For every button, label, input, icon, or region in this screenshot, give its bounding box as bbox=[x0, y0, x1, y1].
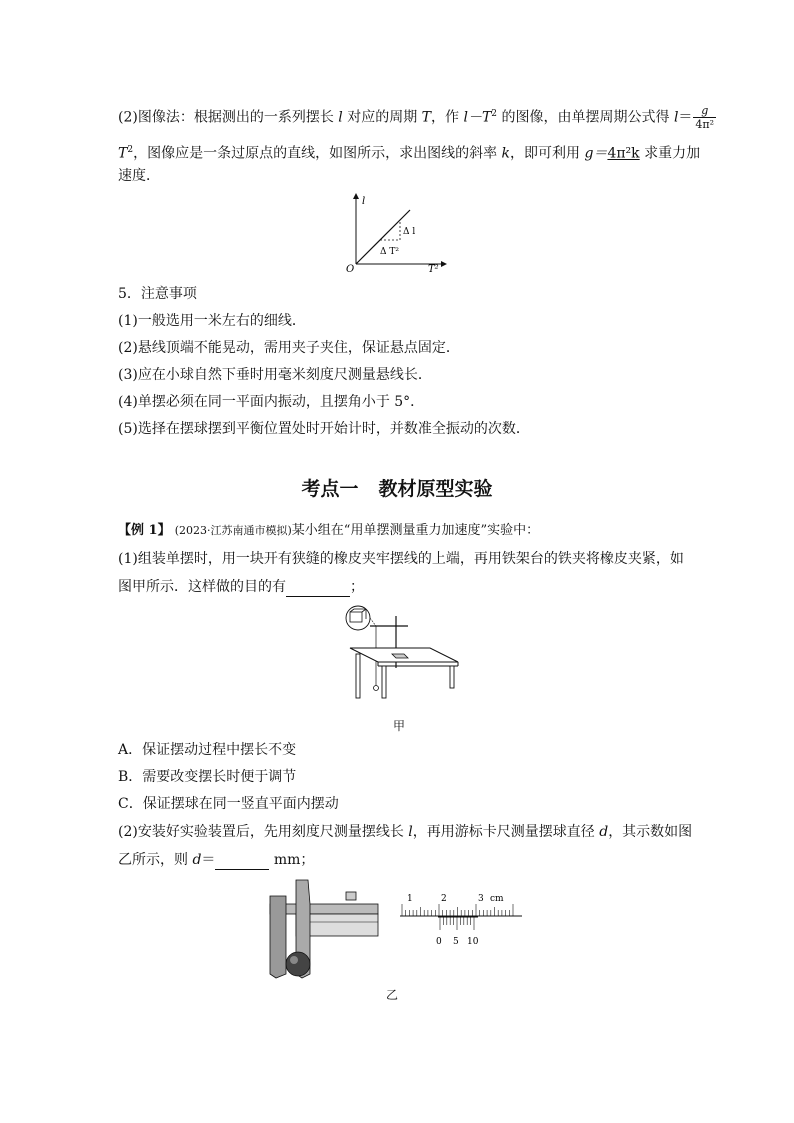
example-intro: 【例 1】 (2023·江苏南通市模拟)某小组在“用单摆测量重力加速度”实验中： bbox=[118, 523, 540, 538]
figure2-caption: 乙 bbox=[386, 988, 399, 1002]
option-a: A．保证摆动过程中摆长不变 bbox=[118, 742, 297, 758]
vernier-ticks bbox=[440, 917, 474, 930]
delta-l-label: Δ l bbox=[403, 227, 416, 237]
vernier-label: 0 bbox=[436, 937, 442, 947]
note-item: (2)悬线顶端不能晃动，需用夹子夹住，保证悬点固定． bbox=[118, 340, 460, 356]
main-scale-ticks bbox=[402, 904, 513, 916]
question1-line2: 图甲所示．这样做的目的有 ； bbox=[118, 579, 364, 595]
option-b: B．需要改变摆长时便于调节 bbox=[118, 769, 297, 785]
method2-line3: 速度． bbox=[118, 168, 160, 184]
notes-heading: 5．注意事项 bbox=[118, 286, 197, 302]
main-scale-label: 3 bbox=[478, 894, 484, 904]
question2-line1: (2)安装好实验装置后，先用刻度尺测量摆线长 l，再用游标卡尺测量摆球直径 d，其示数如图 bbox=[118, 824, 693, 840]
section-title: 考点一 教材原型实验 bbox=[301, 478, 493, 500]
question2-line2: 乙所示，则 d＝ mm； bbox=[118, 852, 315, 868]
l-t2-graph bbox=[340, 192, 452, 276]
figure1-caption: 甲 bbox=[393, 719, 406, 733]
option-c: C．保证摆球在同一竖直平面内摆动 bbox=[118, 796, 339, 812]
note-item: (5)选择在摆球摆到平衡位置处时开始计时，并数准全振动的次数． bbox=[118, 421, 530, 437]
vernier-label: 10 bbox=[467, 937, 479, 947]
delta-t2-label: Δ T² bbox=[380, 247, 399, 257]
method2-line1: (2)图像法：根据测出的一系列摆长 l 对应的周期 T，作 $l-T^2$ 的图像，由单摆周期公式得 l＝ $\frac{g}{\text{4π²}}$ bbox=[118, 104, 715, 132]
note-item: (4)单摆必须在同一平面内振动，且摆角小于 5°． bbox=[118, 394, 425, 410]
main-scale-label: 2 bbox=[441, 894, 447, 904]
main-scale-label: 1 bbox=[407, 894, 413, 904]
main-scale-unit: cm bbox=[490, 894, 504, 904]
x-axis-label: T² bbox=[428, 264, 439, 275]
vernier-caliper-figure bbox=[266, 878, 384, 988]
note-item: (3)应在小球自然下垂时用毫米刻度尺测量悬线长． bbox=[118, 367, 432, 383]
pendulum-apparatus-figure bbox=[330, 604, 460, 704]
question1-line1: (1)组装单摆时，用一块开有狭缝的橡皮夹牢摆线的上端，再用铁架台的铁夹将橡皮夹紧，如 bbox=[118, 551, 684, 567]
example-source: (2023·江苏南通市模拟) bbox=[174, 524, 292, 537]
note-item: (1)一般选用一米左右的细线． bbox=[118, 313, 306, 329]
y-axis-label: l bbox=[362, 196, 366, 207]
vernier-scale-detail bbox=[398, 890, 524, 950]
vernier-label: 5 bbox=[453, 937, 459, 947]
g-over-4pi2-fraction: $\frac{g}{\text{4π²}}$ bbox=[695, 104, 715, 132]
example-tag: 【例 1】 bbox=[118, 523, 171, 538]
answer-blank-2[interactable] bbox=[215, 855, 269, 870]
origin-label: O bbox=[346, 264, 355, 275]
method2-line2: $T^2$，图像应是一条过原点的直线，如图所示，求出图线的斜率 k，即可利用 g＝4π²k 求重力加 bbox=[118, 145, 701, 162]
answer-blank-1[interactable] bbox=[286, 582, 350, 597]
